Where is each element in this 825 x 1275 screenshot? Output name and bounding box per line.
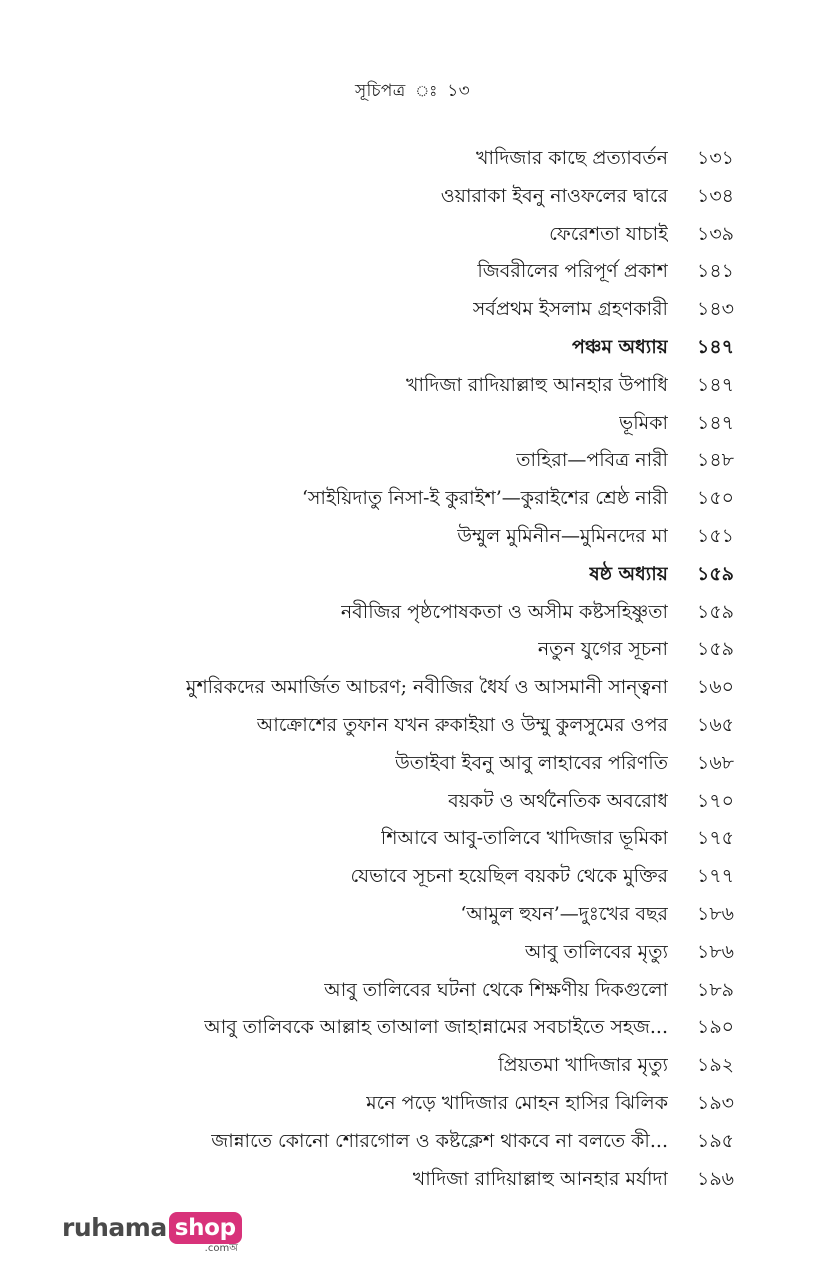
toc-entry[interactable]: [120, 896, 740, 934]
toc-entry-page-number: ১৫১: [697, 524, 734, 547]
toc-entry[interactable]: [120, 442, 740, 480]
toc-entry[interactable]: [120, 669, 740, 707]
toc-entry-title: পঞ্চম অধ্যায়: [572, 335, 668, 358]
toc-entry-title: সর্বপ্রথম ইসলাম গ্রহণকারী: [472, 298, 668, 321]
toc-entry-title: জিবরীলের পরিপূর্ণ প্রকাশ: [477, 260, 668, 283]
toc-entry-title: খাদিজা রাদিয়াল্লাহু আনহার মর্যাদা: [412, 1167, 668, 1190]
toc-entry-title: মুশরিকদের অমার্জিত আচরণ; নবীজির ধৈর্য ও আসমানী সান্ত্বনা: [185, 676, 668, 699]
toc-chapter-heading[interactable]: [120, 329, 740, 367]
toc-entry-title: খাদিজার কাছে প্রত্যাবর্তন: [475, 147, 668, 169]
toc-entry-title: আক্রোশের তুফান যখন রুকাইয়া ও উম্মু কুলসুমের ওপর: [256, 713, 668, 736]
toc-entry[interactable]: [120, 972, 740, 1010]
logo-text-domain: .comঅ: [204, 1243, 238, 1254]
toc-entry-title: ষষ্ঠ অধ্যায়: [589, 562, 668, 585]
toc-entry-title: শিআবে আবু-তালিবে খাদিজার ভূমিকা: [380, 827, 668, 850]
toc-entry-page-number: ১৪৩: [696, 298, 734, 321]
toc-entry[interactable]: [120, 367, 740, 405]
toc-entry-page-number: ১৫৯: [697, 562, 734, 585]
toc-entry-page-number: ১৫৯: [697, 638, 734, 661]
toc-entry[interactable]: [120, 631, 740, 669]
toc-entry[interactable]: [120, 707, 740, 745]
toc-entry-title: নবীজির পৃষ্ঠপোষকতা ও অসীম কষ্টসহিষ্ণুতা: [340, 600, 668, 623]
toc-entry-page-number: ১৫৯: [697, 600, 734, 623]
toc-entry-title: আবু তালিবের ঘটনা থেকে শিক্ষণীয় দিকগুলো: [324, 978, 668, 1001]
toc-entry-page-number: ১৯২: [696, 1054, 734, 1077]
toc-entry[interactable]: [120, 1047, 740, 1085]
toc-entry[interactable]: [120, 405, 740, 443]
toc-entry[interactable]: [120, 820, 740, 858]
toc-entry-title: তাহিরা—পবিত্র নারী: [516, 449, 668, 472]
toc-entry-page-number: ১৪৮: [697, 449, 734, 472]
toc-entry-page-number: ১৪১: [697, 260, 734, 283]
toc-entry-page-number: ১৬৮: [696, 751, 734, 774]
toc-entry-page-number: ১৮৬: [696, 902, 734, 925]
logo-text-shop: shop: [169, 1212, 242, 1244]
toc-entry-title: প্রিয়তমা খাদিজার মৃত্যু: [498, 1054, 668, 1077]
toc-entry-title: উতাইবা ইবনু আবু লাহাবের পরিণতি: [394, 751, 668, 774]
table-of-contents: [120, 140, 740, 1198]
running-head: [0, 78, 825, 106]
toc-entry-page-number: ১৯৫: [697, 1129, 734, 1152]
toc-entry[interactable]: [120, 594, 740, 632]
toc-entry-page-number: ১৩১: [696, 147, 734, 169]
toc-entry[interactable]: [120, 140, 740, 178]
toc-entry[interactable]: [120, 1161, 740, 1199]
toc-entry-title: উম্মুল মুমিনীন—মুমিনদের মা: [457, 524, 668, 547]
toc-entry[interactable]: [120, 1009, 740, 1047]
toc-entry-page-number: ১৭৭: [696, 865, 734, 888]
toc-entry-title: জান্নাতে কোনো শোরগোল ও কষ্টক্লেশ থাকবে না বলতে কী...: [211, 1129, 668, 1152]
toc-entry-page-number: ১৯০: [696, 1016, 734, 1039]
toc-entry-title: নতুন যুগের সূচনা: [537, 638, 668, 661]
toc-entry[interactable]: [120, 216, 740, 254]
toc-entry-page-number: ১৩৪: [696, 184, 734, 207]
toc-entry-page-number: ১৭৫: [696, 827, 734, 850]
toc-entry-title: বয়কট ও অর্থনৈতিক অবরোধ: [448, 789, 668, 812]
running-head-page-number: ১৩: [447, 81, 470, 101]
logo-shop-badge: [169, 1212, 242, 1254]
toc-entry-page-number: ১৩৯: [696, 222, 734, 245]
toc-entry[interactable]: [120, 178, 740, 216]
toc-entry-page-number: ১৬০: [696, 676, 734, 699]
toc-entry[interactable]: [120, 518, 740, 556]
running-head-separator: ঃ: [415, 82, 438, 100]
toc-entry[interactable]: [120, 1085, 740, 1123]
toc-entry-title: ‘সাইয়িদাতু নিসা-ই কুরাইশ’—কুরাইশের শ্রেষ্ঠ নারী: [301, 487, 668, 510]
toc-entry[interactable]: [120, 1123, 740, 1161]
toc-entry-title: মনে পড়ে খাদিজার মোহন হাসির ঝিলিক: [366, 1091, 668, 1114]
toc-entry-page-number: ১৯৩: [696, 1091, 734, 1114]
toc-entry-title: আবু তালিবকে আল্লাহ তাআলা জাহান্নামের সবচাইতে সহজ...: [204, 1016, 668, 1039]
toc-entry-title: ‘আমুল হুযন’—দুঃখের বছর: [460, 902, 668, 925]
toc-entry-page-number: ১৯৬: [696, 1167, 734, 1190]
toc-entry-page-number: ১৪৭: [696, 335, 734, 358]
toc-entry-title: খাদিজা রাদিয়াল্লাহু আনহার উপাধি: [405, 373, 668, 396]
toc-entry-title: ওয়ারাকা ইবনু নাওফলের দ্বারে: [440, 184, 668, 207]
running-head-title: সূচিপত্র: [355, 81, 406, 101]
toc-entry[interactable]: [120, 253, 740, 291]
toc-chapter-heading[interactable]: [120, 556, 740, 594]
toc-entry-page-number: ১৫০: [696, 487, 734, 510]
toc-entry-page-number: ১৪৭: [696, 373, 734, 396]
toc-entry-page-number: ১৮৯: [697, 978, 734, 1001]
toc-entry-title: আবু তালিবের মৃত্যু: [524, 940, 668, 963]
toc-entry-page-number: ১৬৫: [696, 713, 734, 736]
toc-entry-page-number: ১৪৭: [696, 411, 734, 434]
toc-entry[interactable]: [120, 291, 740, 329]
logo-text-ruhama: ruhama: [62, 1213, 167, 1242]
toc-entry-title: ভূমিকা: [619, 411, 668, 434]
toc-entry[interactable]: [120, 783, 740, 821]
toc-entry-title: যেভাবে সূচনা হয়েছিল বয়কট থেকে মুক্তির: [350, 865, 668, 888]
toc-entry-page-number: ১৭০: [696, 789, 734, 812]
toc-entry[interactable]: [120, 858, 740, 896]
toc-entry-title: ফেরেশতা যাচাই: [549, 222, 668, 245]
toc-entry[interactable]: [120, 480, 740, 518]
toc-entry[interactable]: [120, 934, 740, 972]
toc-entry[interactable]: [120, 745, 740, 783]
toc-entry-page-number: ১৮৬: [696, 940, 734, 963]
publisher-logo[interactable]: [62, 1212, 242, 1252]
